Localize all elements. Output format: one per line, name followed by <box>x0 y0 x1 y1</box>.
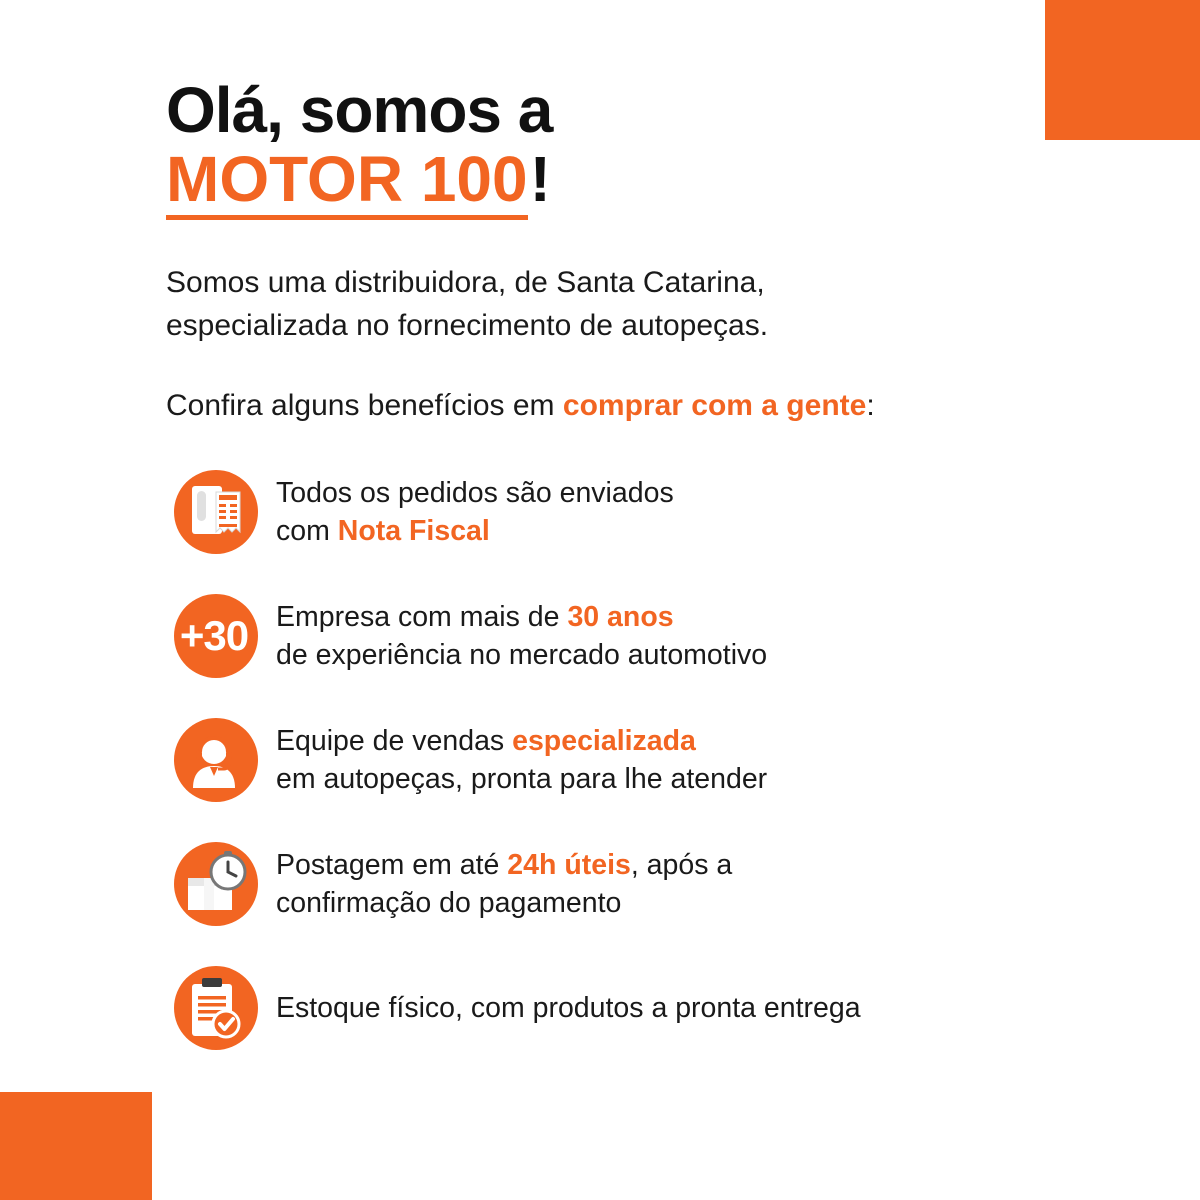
benefit-line-1-accent: especializada <box>512 724 696 757</box>
benefit-line-1: Estoque físico, com produtos a pronta entrega <box>276 992 861 1024</box>
years-badge-label: +30 <box>179 612 249 660</box>
list-item <box>166 711 1066 809</box>
benefit-line-1-prefix: Equipe de vendas <box>276 724 513 757</box>
intro-line-1: Somos uma distribuidora, de Santa Catarina, <box>166 266 765 300</box>
benefits-lead-prefix: Confira alguns benefícios em <box>166 389 563 423</box>
brand-exclamation: ! <box>529 143 551 215</box>
benefit-text <box>276 989 861 1028</box>
package-clock-icon <box>166 836 262 932</box>
benefit-line-2-accent: Nota Fiscal <box>337 515 490 548</box>
list-item <box>166 959 1066 1057</box>
benefit-line-1-prefix: Postagem em até <box>276 848 508 881</box>
list-item <box>166 835 1066 933</box>
benefit-line-1-suffix: , após a <box>630 848 733 881</box>
page-title-line2 <box>166 143 1066 220</box>
benefit-line-1-prefix: Empresa com mais de <box>276 600 568 633</box>
benefits-lead-accent: comprar com a gente <box>562 389 867 423</box>
list-item <box>166 463 1066 561</box>
benefit-line-1-accent: 30 anos <box>567 600 674 633</box>
benefit-line-2-prefix: com <box>276 515 338 548</box>
brand-name: MOTOR 100 <box>166 146 528 220</box>
benefits-lead-suffix: : <box>866 389 875 423</box>
page-title-line1: Olá, somos a <box>166 74 553 146</box>
benefit-text <box>276 846 732 924</box>
content-column <box>166 74 1066 1083</box>
benefits-list <box>166 463 1066 1057</box>
decorative-square-top-right <box>1045 0 1200 140</box>
intro-line-2: especializada no fornecimento de autopeças. <box>166 308 769 342</box>
intro-paragraph <box>166 262 996 347</box>
benefit-text <box>276 474 674 552</box>
decorative-square-bottom-left <box>0 1092 152 1200</box>
headset-agent-icon <box>166 712 262 808</box>
clipboard-check-icon <box>166 960 262 1056</box>
benefit-text <box>276 598 767 676</box>
benefit-line-2: de experiência no mercado automotivo <box>276 639 768 672</box>
receipt-icon <box>166 464 262 560</box>
plus-30-badge-icon <box>166 588 262 684</box>
benefit-text <box>276 722 767 800</box>
benefit-line-2: em autopeças, pronta para lhe atender <box>276 763 768 796</box>
benefit-line-1-accent: 24h úteis <box>507 848 631 881</box>
list-item <box>166 587 1066 685</box>
benefits-lead <box>166 385 1066 427</box>
benefit-line-2: confirmação do pagamento <box>276 887 622 920</box>
benefit-line-1: Todos os pedidos são enviados <box>276 476 674 509</box>
